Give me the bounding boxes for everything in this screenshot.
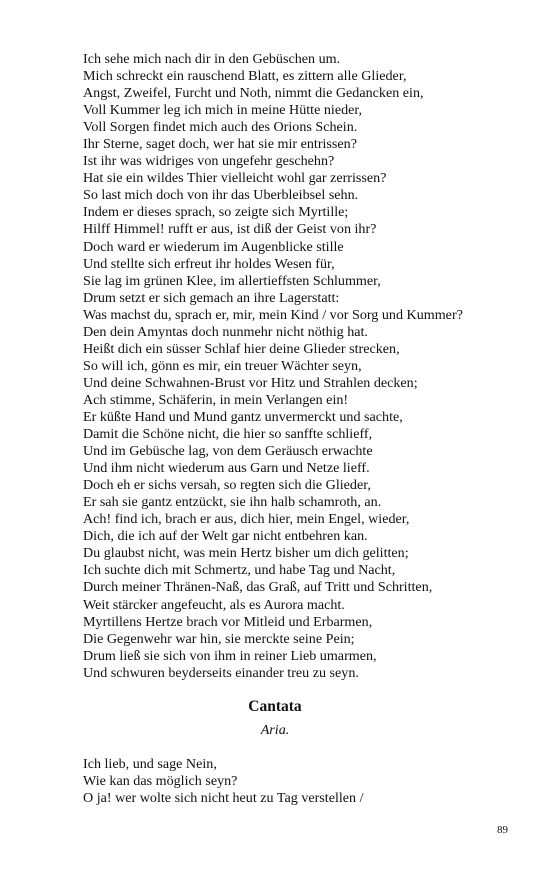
poem-line: Und deine Schwahnen-Brust vor Hitz und Strahlen decken; <box>83 374 418 391</box>
page-number: 89 <box>497 824 508 836</box>
poem-line: Heißt dich ein süsser Schlaf hier deine Glieder strecken, <box>83 340 400 357</box>
aria-stanza <box>83 756 523 807</box>
poem-stanza <box>83 51 523 682</box>
poem-line: Hat sie ein wildes Thier vielleicht wohl gar zerrissen? <box>83 170 387 187</box>
poem-line: Angst, Zweifel, Furcht und Noth, nimmt die Gedancken ein, <box>83 85 424 102</box>
poem-line: Weit stärcker angefeucht, als es Aurora macht. <box>83 596 345 613</box>
poem-line: Er küßte Hand und Mund gantz unvermerckt und sachte, <box>83 408 403 425</box>
poem-line: Und ihm nicht wiederum aus Garn und Netze lieff. <box>83 460 370 477</box>
aria-line: Ich lieb, und sage Nein, <box>83 756 217 772</box>
aria-line: Wie kan das möglich seyn? <box>83 773 238 790</box>
poem-line: Ist ihr was widriges von ungefehr geschehn? <box>83 153 335 170</box>
poem-line: Doch ward er wiederum im Augenblicke stille <box>83 238 344 255</box>
section-title: Cantata <box>248 698 302 715</box>
poem-line: Dich, die ich auf der Welt gar nicht entbehren kan. <box>83 528 368 545</box>
poem-line: Die Gegenwehr war hin, sie merckte seine Pein; <box>83 630 355 647</box>
poem-line: Sie lag im grünen Klee, im allertieffsten Schlummer, <box>83 272 381 289</box>
poem-line: Du glaubst nicht, was mein Hertz bisher um dich gelitten; <box>83 545 409 562</box>
poem-line: So will ich, gönn es mir, ein treuer Wächter seyn, <box>83 357 362 374</box>
poem-line: Drum ließ sie sich von ihm in reiner Lieb umarmen, <box>83 647 377 664</box>
section-subtitle: Aria. <box>260 722 290 738</box>
poem-line: Durch meiner Thränen-Naß, das Graß, auf Tritt und Schritten, <box>83 579 433 596</box>
poem-line: Und schwuren beyderseits einander treu zu seyn. <box>83 664 359 681</box>
poem-line: Myrtillens Hertze brach vor Mitleid und Erbarmen, <box>83 613 373 630</box>
poem-line: Und im Gebüsche lag, von dem Geräusch erwachte <box>83 443 373 460</box>
poem-line: Er sah sie gantz entzückt, sie ihn halb schamroth, an. <box>83 494 382 511</box>
poem-line: Doch eh er sichs versah, so regten sich die Glieder, <box>83 477 371 494</box>
poem-line: Was machst du, sprach er, mir, mein Kind / vor Sorg und Kummer? <box>83 306 463 323</box>
aria-line: O ja! wer wolte sich nicht heut zu Tag verstellen / <box>83 790 364 807</box>
poem-line: Voll Sorgen findet mich auch des Orions Schein. <box>83 119 358 136</box>
poem-line: Ich suchte dich mit Schmertz, und habe Tag und Nacht, <box>83 562 396 579</box>
poem-line: Ach stimme, Schäferin, in mein Verlangen ein! <box>83 391 349 408</box>
poem-line: Ich sehe mich nach dir in den Gebüschen um. <box>83 51 341 67</box>
poem-line: Den dein Amyntas doch nunmehr nicht nöthig hat. <box>83 323 368 340</box>
poem-line: Drum setzt er sich gemach an ihre Lagerstatt: <box>83 289 340 306</box>
poem-line: Damit die Schöne nicht, die hier so sanffte schlieff, <box>83 426 373 443</box>
poem-line: Ach! find ich, brach er aus, dich hier, mein Engel, wieder, <box>83 511 410 528</box>
poem-line: Hilff Himmel! rufft er aus, ist diß der Geist von ihr? <box>83 221 377 238</box>
poem-line: Indem er dieses sprach, so zeigte sich Myrtille; <box>83 204 349 221</box>
poem-line: Ihr Sterne, saget doch, wer hat sie mir entrissen? <box>83 136 357 153</box>
poem-line: So last mich doch von ihr das Uberbleibsel sehn. <box>83 187 359 204</box>
poem-line: Voll Kummer leg ich mich in meine Hütte nieder, <box>83 102 363 119</box>
poem-line: Und stellte sich erfreut ihr holdes Wesen für, <box>83 255 335 272</box>
poem-line: Mich schreckt ein rauschend Blatt, es zittern alle Glieder, <box>83 68 407 85</box>
